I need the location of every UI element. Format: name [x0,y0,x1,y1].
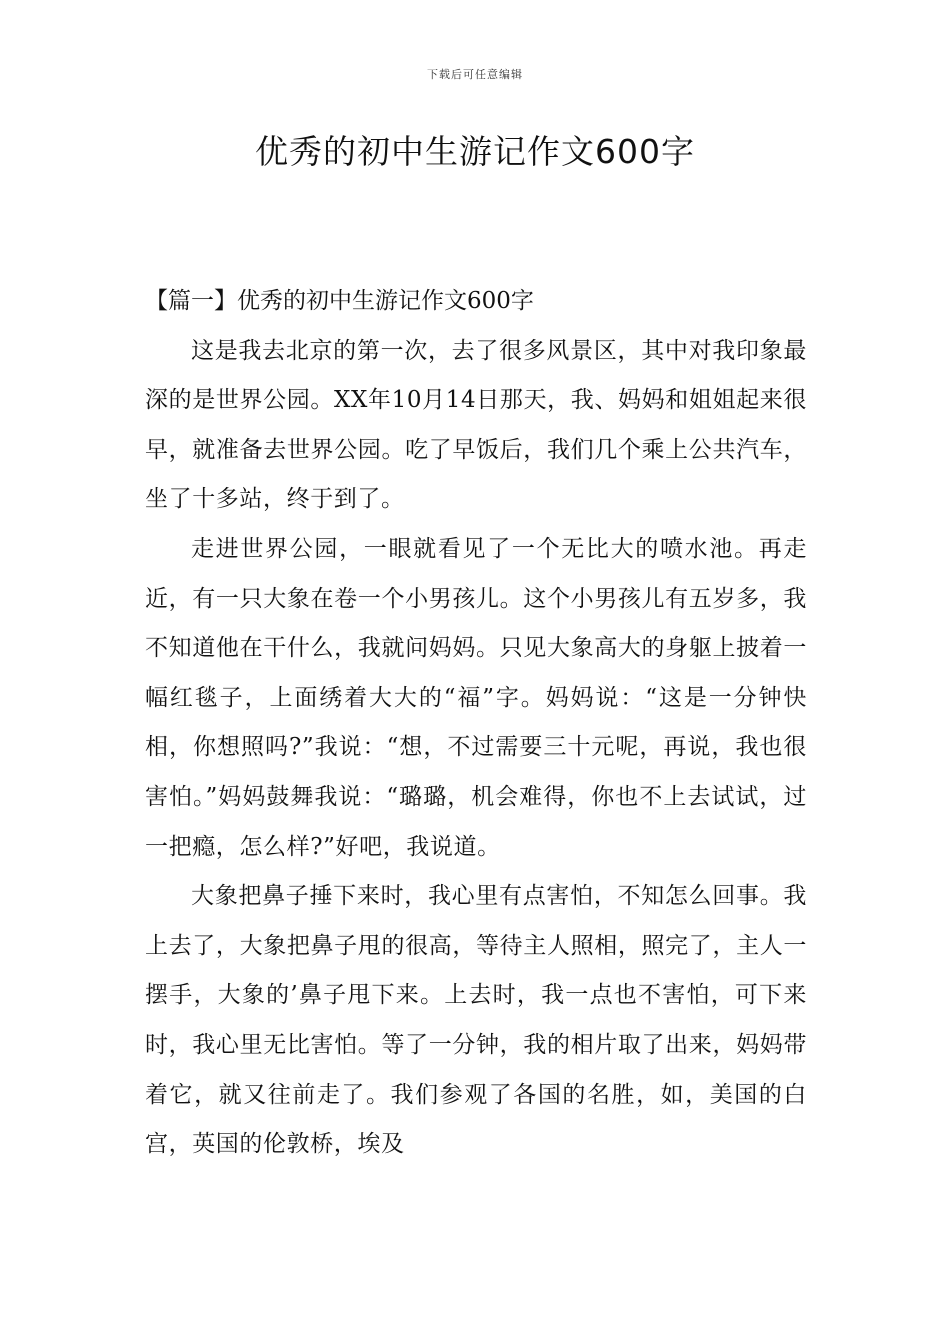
document-title: 优秀的初中生游记作文600字 [255,132,695,171]
section-heading: 【篇一】优秀的初中生游记作文600字 [145,288,534,314]
paragraph-1: 这是我去北京的第一次，去了很多风景区，其中对我印象最深的是世界公园。XX年10月14日那天，我、妈妈和姐姐起来很早，就准备去世界公园。吃了早饭后，我们几个乘上公共汽车，坐了十多站，终于到了。 [145,337,807,513]
paragraph-2: 走进世界公园，一眼就看见了一个无比大的喷水池。再走近，有一只大象在卷一个小男孩儿。这个小男孩儿有五岁多，我不知道他在干什么，我就问妈妈。只见大象高大的身躯上披着一幅红毯子，上面绣着大大的“福”字。妈妈说：“这是一分钟快相，你想照吗?”我说：“想，不过需要三十元呢，再说，我也很害怕。”妈妈鼓舞我说：“璐璐，机会难得，你也不上去试试，过一把瘾，怎么样?”好吧，我说道。 [145,535,807,860]
paragraph-3: 大象把鼻子捶下来时，我心里有点害怕，不知怎么回事。我上去了，大象把鼻子甩的很高，等待主人照相，照完了，主人一摆手，大象的’鼻子甩下来。上去时，我一点也不害怕，可下来时，我心里无比害怕。等了一分钟，我的相片取了出来，妈妈带着它，就又往前走了。我们参观了各国的名胜，如，美国的白宫，英国的伦敦桥，埃及 [145,883,807,1158]
header-note: 下载后可任意编辑 [427,68,523,81]
document-body [145,277,807,1170]
